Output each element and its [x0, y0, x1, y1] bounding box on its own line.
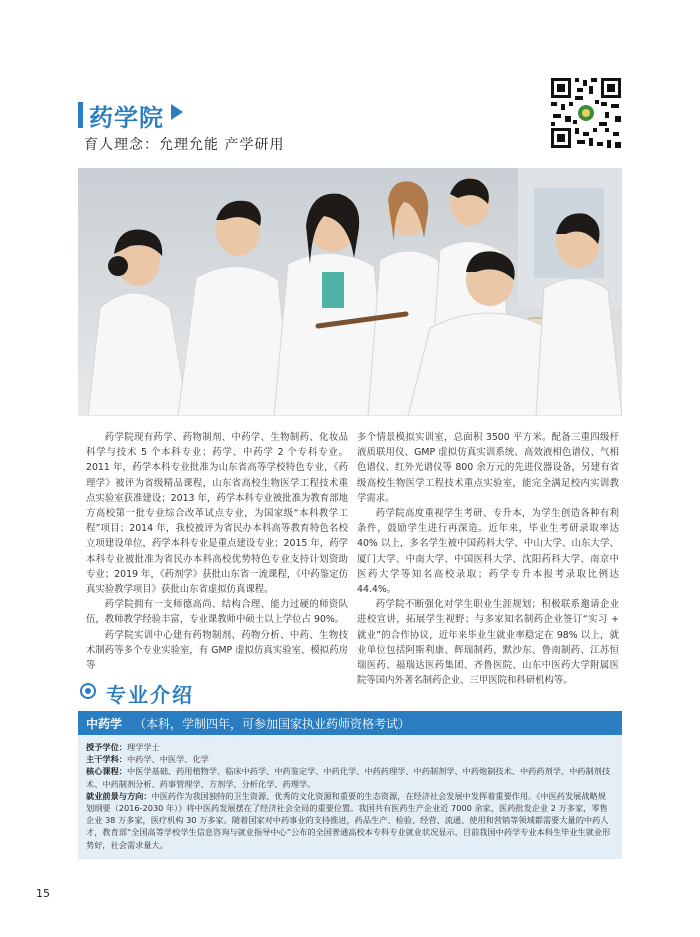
major-title-bar [78, 711, 622, 735]
title-accent-bar [78, 102, 83, 128]
circle-bullet-icon [80, 683, 96, 699]
students-lab-photo [78, 168, 622, 416]
core-courses-row [86, 765, 614, 789]
lab-scene-illustration [78, 168, 622, 416]
qr-code [549, 76, 623, 150]
education-motto: 育人理念：允理允能 产学研用 [84, 137, 285, 153]
college-title: 药学院 [89, 104, 164, 132]
degree-label: 授予学位： [86, 742, 127, 752]
intro-column-left [86, 430, 348, 673]
major-note: （本科，学制四年，可参加国家执业药师资格考试） [134, 717, 411, 731]
title-arrow-icon [171, 104, 183, 120]
section-header [78, 679, 378, 705]
major-name: 中药学 [86, 717, 123, 731]
core-courses-label: 核心课程： [86, 766, 127, 777]
intro-paragraph: 药学院拥有一支师德高尚、结构合理、能力过硬的师资队伍，教师教学经验丰富，专业课教师中硕士以上学位占 90%。 [86, 599, 348, 626]
main-subject-label: 主干学科： [86, 754, 127, 765]
section-title: 专业介绍 [106, 683, 194, 707]
intro-paragraph: 药学院不断强化对学生职业生涯规划；积极联系邀请企业进校宣讲，拓展学生视野；与多家知名制药企业签订“实习 + 就业”的合作协议，近年来毕业生就业率稳定在 98% 以上，就业单位包括阿斯利康、辉瑞制药、默沙东、鲁南制药、江苏恒瑞医药、福瑞达医药集团、齐鲁医院、山东中医药大学附属医院等国内外著名制药企业、三甲医院和科研机构等。 [357, 599, 619, 687]
page-number: 15 [36, 887, 50, 900]
main-subject-row [86, 753, 614, 765]
page-header [78, 96, 538, 156]
degree-value: 理学学士 [126, 742, 160, 752]
major-details-panel [78, 735, 622, 859]
prospects-row [86, 790, 614, 851]
intro-paragraph-continued: 多个情景模拟实训室，总面积 3500 平方米。配备三重四级杆液质联用仪、GMP 虚拟仿真实训系统、高效液相色谱仪、气相色谱仪、红外光谱仪等 800 余万元的先进仪器设备，另建有省级高校生物医学工程技术重点实验室，能完全满足校内实训教学需求。 [357, 432, 619, 504]
intro-paragraph: 药学院高度重视学生考研、专升本，为学生创造各种有利条件，鼓励学生进行再深造。近年来，毕业生考研录取率达 40% 以上，多名学生被中国药科大学、中山大学、山东大学、厦门大学、中南大学、中国医科大学、沈阳药科大学、南京中医药大学等知名高校录取；药学专升本报考录取比例达 44.4%。 [357, 508, 619, 596]
degree-row [86, 741, 614, 753]
main-subject-value: 中药学、中医学、化学 [126, 754, 209, 765]
core-courses-value: 中医学基础、药用植物学、临床中药学、中药鉴定学、中药化学、中药药理学、中药制剂学、中药炮制技术、中药药剂学、中药制剂技术、中药制剂分析、药事管理学、方剂学、分析化学、药理学。 [86, 766, 611, 789]
intro-column-right [357, 430, 619, 688]
intro-paragraph: 药学院实训中心建有药物制剂、药物分析、中药、生物技术制药等多个专业实验室，有 GMP 虚拟仿真实验室、模拟药房等 [86, 629, 348, 672]
prospects-label: 就业前景与方向： [86, 790, 152, 801]
prospects-value: 中医药作为我国独特的卫生资源、优秀的文化资源和重要的生态资源，在经济社会发展中发挥着重要作用。《中医药发展战略规划纲要（2016-2030 年）》将中医药发展摆在了经济社会全局的重要位置。我国共有医药生产企业近 7000 余家，医药批发企业 2 万多家，零售企业 38 万多家，医疗机构 30 万多家。随着国家对中药事业的支持推进，药品生产、检验、经营、流通、使用和营销等领域都需要大量的中药人才，教育部“全国高等学校学生信息咨询与就业指导中心”公布的全国普通高校本专科专业就业状况显示，目前我国中药学专业本科生毕业生就业形势好，社会需求量大。 [86, 790, 611, 850]
intro-paragraph: 药学院现有药学、药物制剂、中药学、生物制药、化妆品科学与技术 5 个本科专业；药学、中药学 2 个专科专业。2011 年，药学本科专业批准为山东省高等学校特色专业，《药理学》被评为省级精品课程，山东省高校生物医学工程技术重点实验室获准建设；2013 年，药学本科专业被批准为教育部地方高校第一批专业综合改革试点专业，为国家级“本科教学工程”项目；2014 年，我校被评为省民办本科高等教育特色名校立项建设单位，药学本科专业是重点建设专业；2015 年，药学本科专业被批准为省民办本科高校优势特色专业支持计划资助专业；2019 年，《药剂学》获批山东省一流课程，《中药鉴定仿真实验教学项目》获批山东省虚拟仿真课程。 [86, 432, 348, 596]
qr-code-graphic [549, 76, 623, 150]
